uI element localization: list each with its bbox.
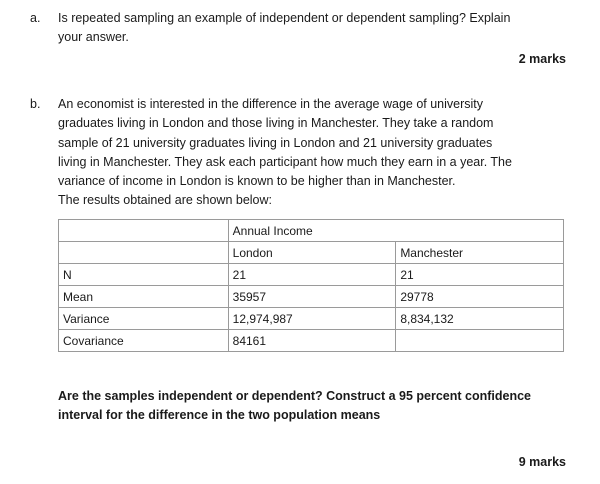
row-label: Covariance bbox=[59, 330, 229, 352]
table-row bbox=[59, 286, 564, 308]
part-b-line: living in Manchester. They ask each participant how much they earn in a year. The bbox=[58, 154, 512, 169]
table-row bbox=[59, 330, 564, 352]
part-b-question bbox=[58, 387, 568, 426]
part-b-line: graduates living in London and those living in Manchester. They take a random bbox=[58, 116, 494, 131]
table-row bbox=[59, 264, 564, 286]
row-label: Variance bbox=[59, 308, 229, 330]
question-line: interval for the difference in the two population means bbox=[58, 408, 381, 423]
cell-london: 12,974,987 bbox=[228, 308, 396, 330]
cell-manchester: 29778 bbox=[396, 286, 564, 308]
part-a-line: your answer. bbox=[58, 30, 129, 45]
group-header: Annual Income bbox=[228, 220, 563, 242]
table-row bbox=[59, 308, 564, 330]
col-header-london: London bbox=[228, 242, 396, 264]
question-line: Are the samples independent or dependent? Construct a 95 percent confidence bbox=[58, 389, 532, 403]
part-a-label: a. bbox=[30, 11, 41, 25]
part-b-line: An economist is interested in the difference in the average wage of university bbox=[58, 97, 484, 111]
col-header-manchester: Manchester bbox=[396, 242, 564, 264]
cell-manchester: 8,834,132 bbox=[396, 308, 564, 330]
table-cell bbox=[59, 242, 229, 264]
cell-manchester bbox=[396, 330, 564, 352]
row-label: N bbox=[59, 264, 229, 286]
part-a-question bbox=[58, 9, 568, 48]
cell-london: 84161 bbox=[228, 330, 396, 352]
part-b-label: b. bbox=[30, 97, 41, 111]
part-a-line: Is repeated sampling an example of independent or dependent sampling? Explain bbox=[58, 11, 511, 25]
table-cell bbox=[59, 220, 229, 242]
results-table bbox=[58, 219, 564, 352]
table-row bbox=[59, 242, 564, 264]
table-row bbox=[59, 220, 564, 242]
part-b-line: variance of income in London is known to be higher than in Manchester. bbox=[58, 174, 456, 189]
cell-london: 21 bbox=[228, 264, 396, 286]
part-a-marks: 2 marks bbox=[518, 52, 566, 66]
cell-manchester: 21 bbox=[396, 264, 564, 286]
part-b-description bbox=[58, 95, 568, 211]
results-intro: The results obtained are shown below: bbox=[58, 193, 273, 208]
part-b-marks: 9 marks bbox=[518, 455, 566, 469]
cell-london: 35957 bbox=[228, 286, 396, 308]
row-label: Mean bbox=[59, 286, 229, 308]
part-b-line: sample of 21 university graduates living in London and 21 university graduates bbox=[58, 135, 493, 150]
